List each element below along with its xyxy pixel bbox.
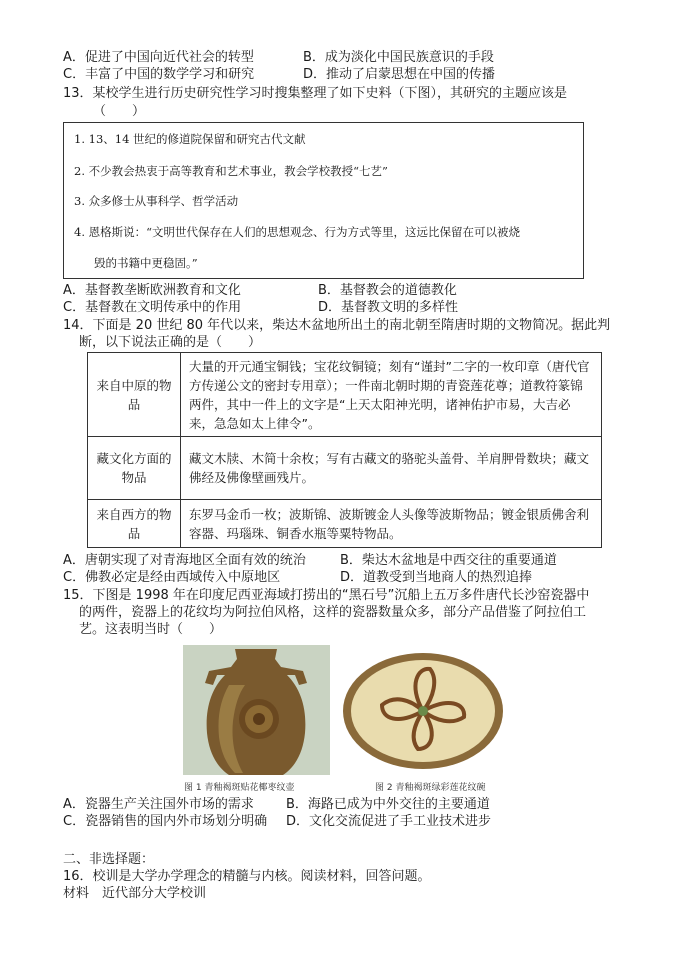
figure-1-caption: 图 1 青釉褐斑贴花椰枣纹壶 — [184, 783, 295, 793]
table-cell-description: 大量的开元通宝铜钱；宝花纹铜镜；刻有“谨封”二字的一枚印章（唐代官方传递公文的密封专用章）；一件南北朝时期的青瓷莲花尊；道教符篆锦两件，其中一件上的文字是“上天太阳神光明，诸神佑护市易，大吉必来，急急如太上律令”。 — [181, 353, 602, 437]
section-2-heading: 二、非选择题： — [63, 852, 155, 867]
q13-source-item-4-cont: 毁的书籍中更稳固。” — [94, 256, 198, 270]
table-row — [88, 437, 602, 500]
q15-stem: 15．下图是 1998 年在印度尼西亚海域打捞出的“黑石号”沉船上五万多件唐代长沙窑瓷器中 — [63, 588, 590, 603]
q13-source-item-1: 1. 13、14 世纪的修道院保留和研究古代文献 — [74, 132, 306, 146]
q13-stem: 13．某校学生进行历史研究性学习时搜集整理了如下史料（下图），其研究的主题应该是 — [63, 86, 568, 101]
q13-option-b: B．基督教会的道德教化 — [318, 283, 457, 298]
table-row — [88, 353, 602, 437]
q13-source-item-2: 2. 不少教会热衷于高等教育和艺术事业，教会学校教授“七艺” — [74, 164, 388, 178]
q13-answer-blank: （ ） — [93, 104, 146, 119]
q12-option-a: A．促进了中国向近代社会的转型 — [63, 50, 254, 65]
q14-stem: 14．下面是 20 世纪 80 年代以来，柴达木盆地所出土的南北朝至隋唐时期的文物简况。据此判 — [63, 318, 611, 333]
q14-stem-cont: 断，以下说法正确的是（ ） — [79, 335, 262, 350]
q13-source-box — [63, 122, 584, 279]
q15-option-a: A．瓷器生产关注国外市场的需求 — [63, 797, 254, 812]
q15-stem-cont-2: 艺。这表明当时（ ） — [79, 622, 223, 637]
q16-material-title: 材料 近代部分大学校训 — [63, 886, 207, 901]
q14-option-b: B．柴达木盆地是中西交往的重要通道 — [340, 553, 557, 568]
q12-option-b: B．成为淡化中国民族意识的手段 — [303, 50, 494, 65]
table-cell-category: 来自西方的物品 — [88, 500, 181, 548]
figure-2-bowl-image — [338, 645, 508, 775]
figure-2-caption: 图 2 青釉褐斑绿彩莲花纹碗 — [375, 783, 486, 793]
table-cell-description: 东罗马金币一枚；波斯锦、波斯镀金人头像等波斯物品；镀金银质佛舍利容器、玛瑙珠、铜香水瓶等粟特物品。 — [181, 500, 602, 548]
q13-option-a: A．基督教垄断欧洲教育和文化 — [63, 283, 241, 298]
q16-stem: 16．校训是大学办学理念的精髓与内核。阅读材料，回答问题。 — [63, 869, 431, 884]
q14-option-c: C．佛教必定是经由西域传入中原地区 — [63, 570, 281, 585]
q13-option-d: D．基督教文明的多样性 — [318, 300, 459, 315]
table-cell-category: 藏文化方面的物品 — [88, 437, 181, 500]
q14-option-a: A．唐朝实现了对青海地区全面有效的统治 — [63, 553, 306, 568]
q13-option-c: C．基督教在文明传承中的作用 — [63, 300, 242, 315]
table-row — [88, 500, 602, 548]
figure-1-vase-image — [183, 645, 330, 775]
q12-option-c: C．丰富了中国的数学学习和研究 — [63, 67, 255, 82]
q15-option-c: C．瓷器销售的国内外市场划分明确 — [63, 814, 268, 829]
q13-source-item-4: 4. 恩格斯说：“文明世代保存在人们的思想观念、行为方式等里，这远比保留在可以被烧 — [74, 225, 521, 239]
q15-option-d: D．文化交流促进了手工业技术进步 — [286, 814, 492, 829]
q15-option-b: B．海路已成为中外交往的主要通道 — [286, 797, 490, 812]
q14-option-d: D．道教受到当地商人的热烈追捧 — [340, 570, 533, 585]
q13-source-item-3: 3. 众多修士从事科学、哲学活动 — [74, 194, 239, 208]
q14-relics-table — [87, 352, 602, 548]
q12-option-d: D．推动了启蒙思想在中国的传播 — [303, 67, 496, 82]
table-cell-description: 藏文木牍、木简十余枚；写有古藏文的骆驼头盖骨、羊肩胛骨数块；藏文佛经及佛像壁画残片。 — [181, 437, 602, 500]
q15-stem-cont: 的两件，瓷器上的花纹均为阿拉伯风格，这样的瓷器数量众多，部分产品借鉴了阿拉伯工 — [79, 605, 587, 620]
table-cell-category: 来自中原的物品 — [88, 353, 181, 437]
